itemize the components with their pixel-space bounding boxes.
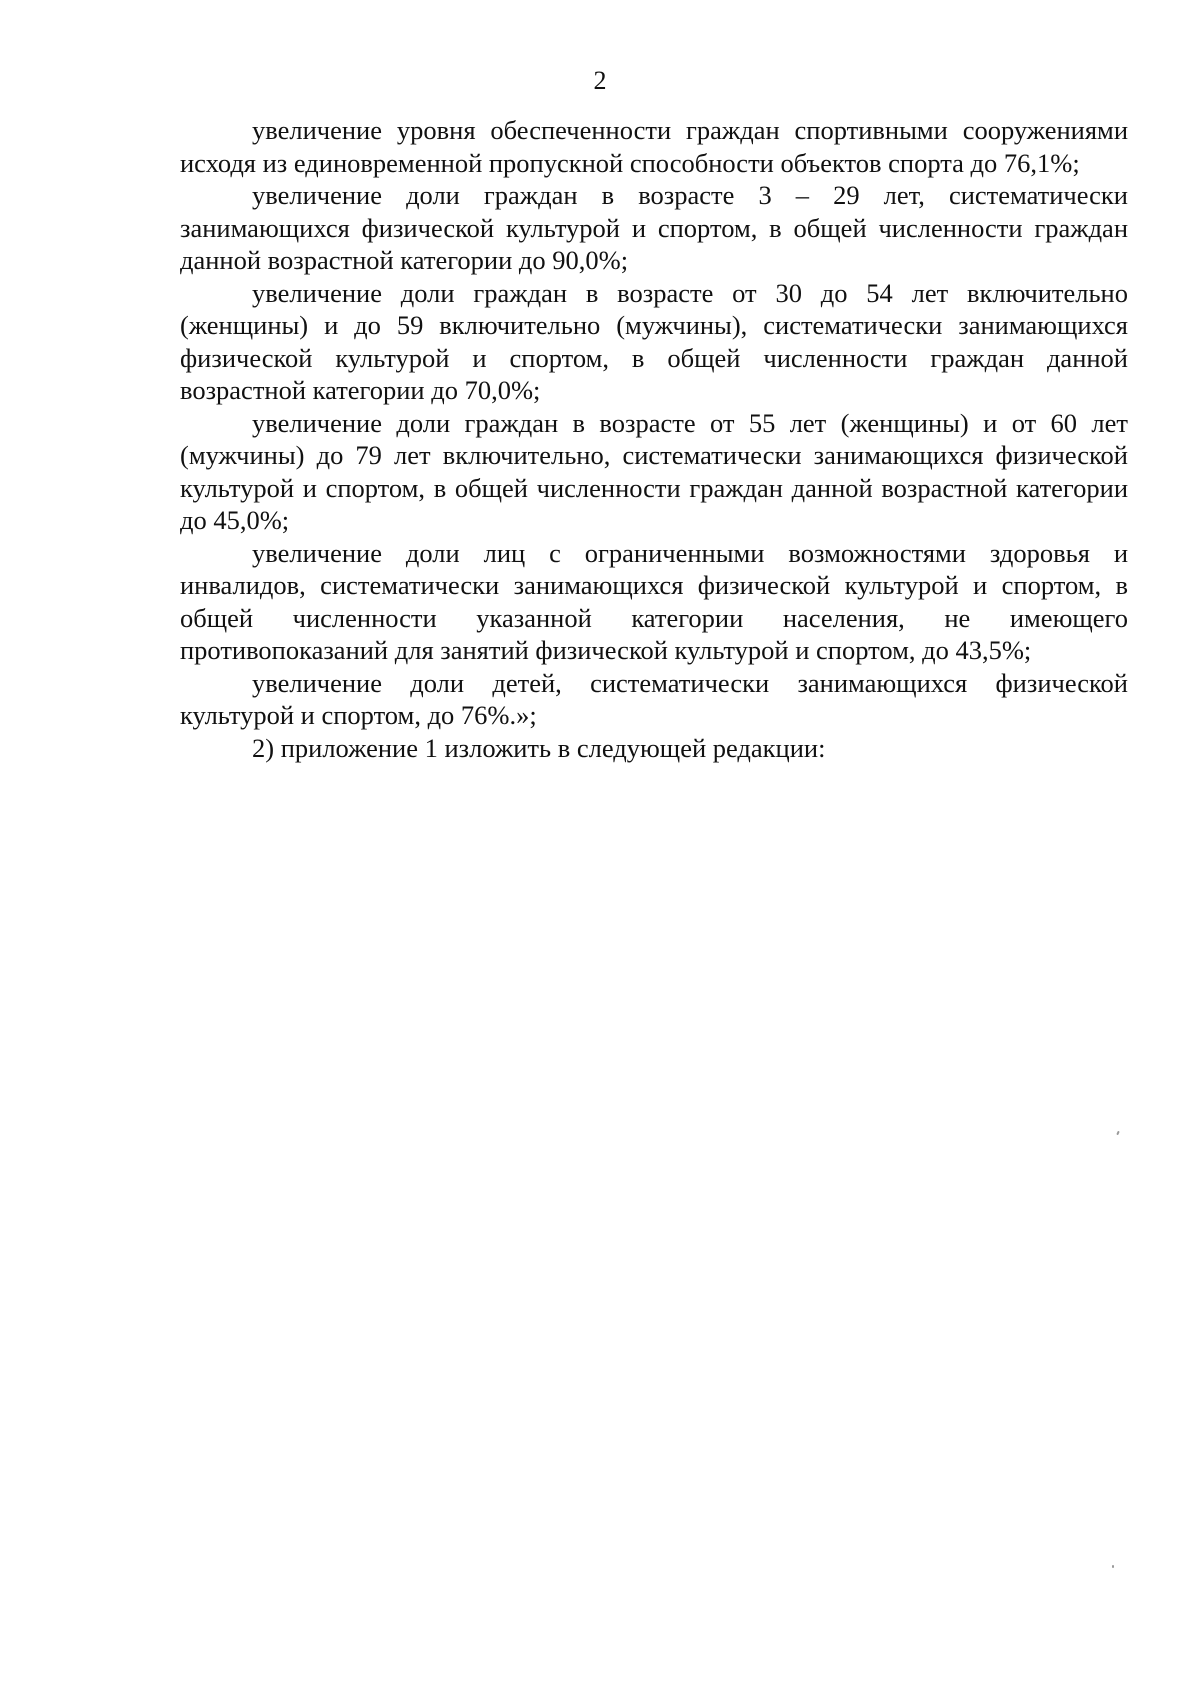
paragraph-sport-facilities: увеличение уровня обеспеченности граждан спортивными сооружениями исходя из единовременной пропускной способности объектов спорта до 76,1%; <box>180 115 1128 178</box>
paragraph-age-55-79: увеличение доли граждан в возрасте от 55 лет (женщины) и от 60 лет (мужчины) до 79 лет включительно, систематически занимающихся физической культурой и спортом, в общей численности граждан данной возрастной категории до 45,0%; <box>180 407 1128 535</box>
paragraph-disabled-persons: увеличение доли лиц с ограниченными возможностями здоровья и инвалидов, систематически занимающихся физической культурой и спортом, в общей численности указанной категории населения, не имеющего противопоказаний для занятий физической культурой и спортом, до 43,5%; <box>180 537 1128 665</box>
paragraph-appendix-1: 2) приложение 1 изложить в следующей редакции: <box>252 732 826 763</box>
document-body <box>180 114 1128 764</box>
paragraph-children: увеличение доли детей, систематически занимающихся физической культурой и спортом, до 76%.»; <box>180 667 1128 730</box>
scan-speck <box>1112 1565 1114 1568</box>
paragraph-age-30-54: увеличение доли граждан в возрасте от 30 до 54 лет включительно (женщины) и до 59 включительно (мужчины), систематически занимающихся физической культурой и спортом, в общей численности граждан данной возрастной категории до 70,0%; <box>180 277 1128 405</box>
paragraph-age-3-29: увеличение доли граждан в возрасте 3 – 29 лет, систематически занимающихся физической культурой и спортом, в общей численности граждан данной возрастной категории до 90,0%; <box>180 180 1128 275</box>
scan-speck <box>1116 1131 1120 1135</box>
page-number: 2 <box>593 66 607 95</box>
